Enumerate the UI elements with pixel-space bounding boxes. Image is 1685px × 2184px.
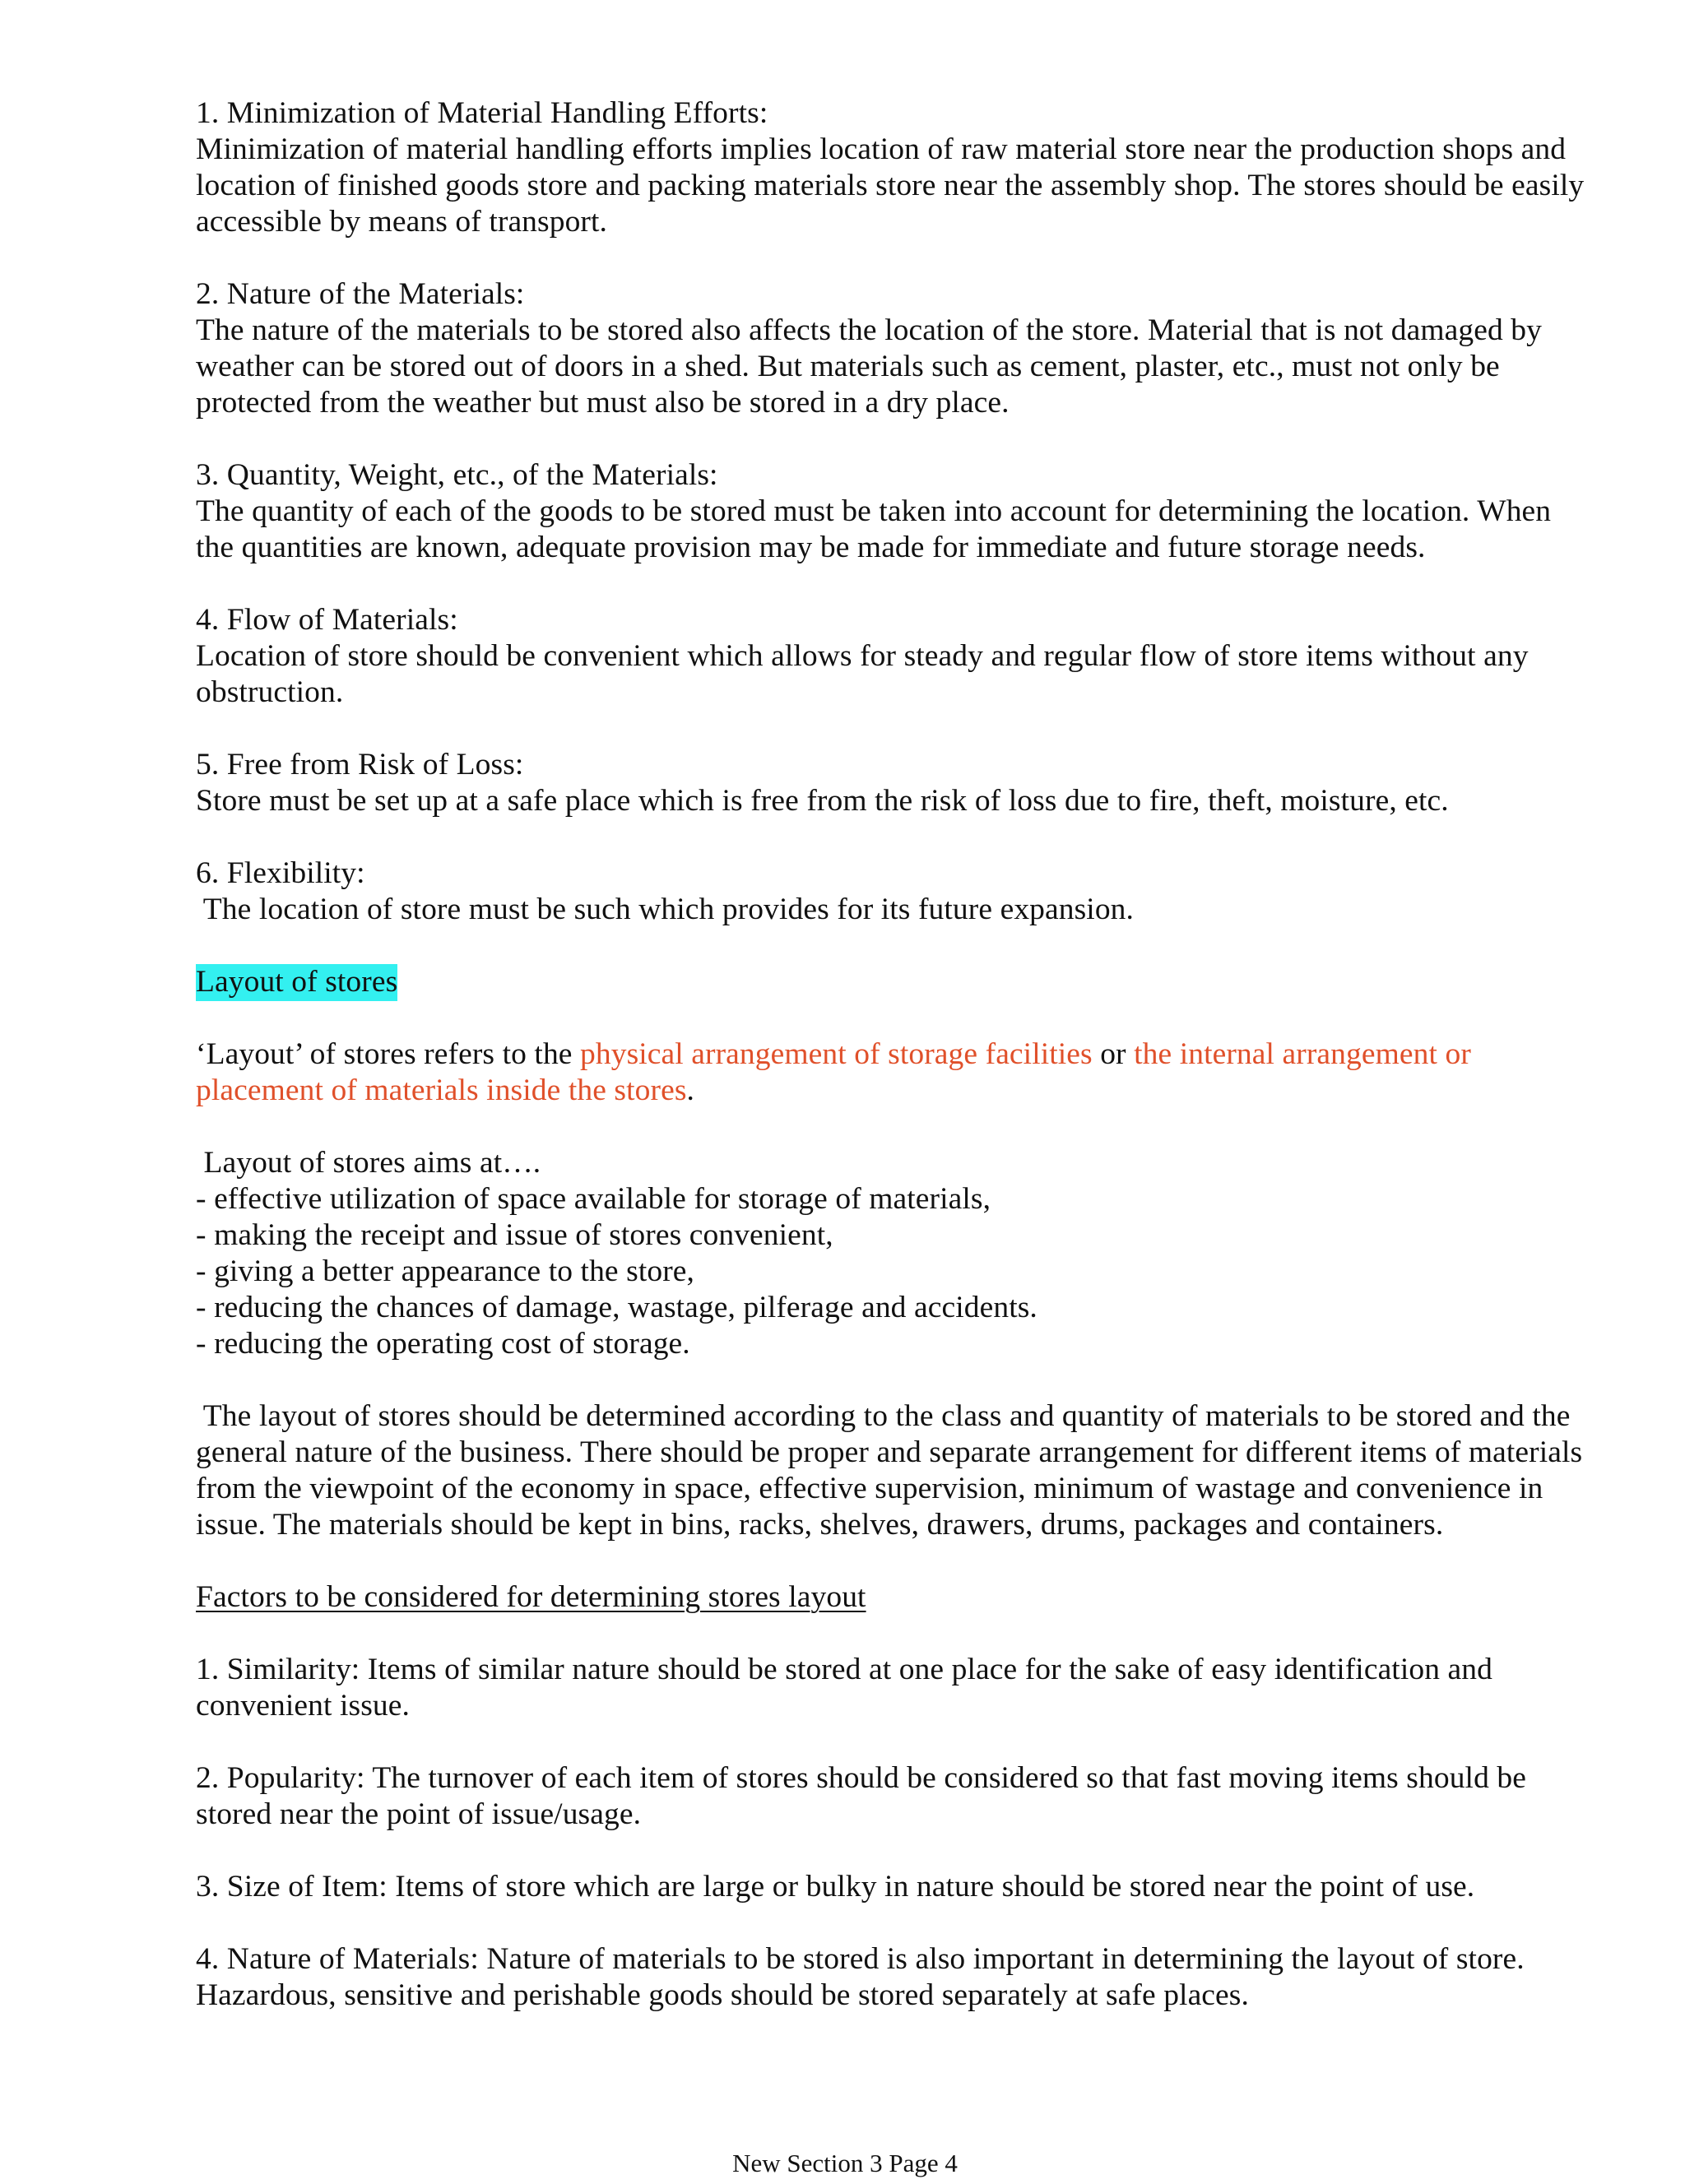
- section-heading: 1. Minimization of Material Handling Efforts:: [196, 96, 768, 130]
- location-factor-2: [196, 276, 1669, 421]
- aims-list-item: - effective utilization of space available for storage of materials,: [196, 1182, 991, 1216]
- layout-factor-4: [196, 1941, 1669, 2014]
- layout-heading: Layout of stores: [196, 964, 397, 1001]
- factors-heading: Factors to be considered for determining stores layout: [196, 1580, 866, 1614]
- section-text-line: Location of store should be convenient which allows for steady and regular flow of store items without any: [196, 639, 1529, 673]
- section-text-line: Store must be set up at a safe place which is free from the risk of loss due to fire, theft, moisture, etc.: [196, 784, 1449, 818]
- factor-text-line: Hazardous, sensitive and perishable goods should be stored separately at safe places.: [196, 1978, 1249, 2012]
- aims-list-item: - giving a better appearance to the store,: [196, 1254, 695, 1288]
- definition-highlight-red: placement of materials inside the stores: [196, 1073, 687, 1107]
- factor-text-line: 2. Popularity: The turnover of each item of stores should be considered so that fast moving items should be: [196, 1761, 1526, 1795]
- section-text-line: the quantities are known, adequate provision may be made for immediate and future storage needs.: [196, 531, 1426, 564]
- definition-text: ‘Layout’ of stores refers to the: [196, 1037, 581, 1071]
- section-text-line: protected from the weather but must also be stored in a dry place.: [196, 386, 1010, 420]
- layout-heading-block: [196, 964, 1669, 1000]
- definition-line-1: [196, 1036, 1669, 1073]
- layout-aims: [196, 1145, 1669, 1362]
- section-heading: 4. Flow of Materials:: [196, 603, 458, 637]
- factor-text-line: convenient issue.: [196, 1689, 410, 1723]
- page-footer: New Section 3 Page 4: [732, 2149, 958, 2177]
- definition-line-2: [196, 1073, 1669, 1109]
- section-text-line: Minimization of material handling efforts implies location of raw material store near the production shops and: [196, 132, 1567, 166]
- section-text-line: accessible by means of transport.: [196, 205, 608, 239]
- section-heading: 5. Free from Risk of Loss:: [196, 748, 524, 781]
- location-factor-6: [196, 856, 1669, 928]
- section-text-line: The location of store must be such which provides for its future expansion.: [196, 893, 1134, 926]
- layout-definition: [196, 1036, 1669, 1109]
- location-factor-1: [196, 95, 1669, 240]
- paragraph-line: issue. The materials should be kept in bins, racks, shelves, drawers, drums, packages and containers.: [196, 1508, 1444, 1542]
- definition-highlight-red: the internal arrangement or: [1134, 1037, 1471, 1071]
- definition-text: or: [1092, 1037, 1135, 1071]
- section-text-line: location of finished goods store and packing materials store near the assembly shop. The stores should be easily: [196, 169, 1585, 202]
- location-factor-4: [196, 602, 1669, 711]
- aims-list-item: - reducing the chances of damage, wastage, pilferage and accidents.: [196, 1291, 1037, 1324]
- factor-text-line: 3. Size of Item: Items of store which are large or bulky in nature should be stored near the point of use.: [196, 1870, 1475, 1903]
- paragraph-line: general nature of the business. There should be proper and separate arrangement for different items of materials: [196, 1435, 1583, 1469]
- factor-text-line: stored near the point of issue/usage.: [196, 1797, 642, 1831]
- section-text-line: weather can be stored out of doors in a shed. But materials such as cement, plaster, etc., must not only be: [196, 350, 1500, 383]
- page-content: [196, 95, 1669, 2014]
- location-factor-3: [196, 457, 1669, 566]
- factor-text-line: 4. Nature of Materials: Nature of materials to be stored is also important in determining the layout of store.: [196, 1942, 1525, 1976]
- layout-paragraph: [196, 1398, 1669, 1543]
- layout-factor-3: [196, 1869, 1669, 1905]
- aims-list-item: - making the receipt and issue of stores convenient,: [196, 1218, 833, 1252]
- layout-factor-1: [196, 1652, 1669, 1724]
- location-factor-5: [196, 747, 1669, 819]
- section-heading: 6. Flexibility:: [196, 856, 365, 890]
- definition-text: .: [686, 1073, 694, 1107]
- section-text-line: obstruction.: [196, 675, 344, 709]
- paragraph-line: from the viewpoint of the economy in space, effective supervision, minimum of wastage and convenience in: [196, 1472, 1543, 1505]
- aims-list-item: - reducing the operating cost of storage.: [196, 1327, 690, 1361]
- layout-factor-2: [196, 1760, 1669, 1833]
- factors-heading-block: [196, 1579, 1669, 1616]
- section-heading: 3. Quantity, Weight, etc., of the Materials:: [196, 458, 718, 492]
- section-text-line: The quantity of each of the goods to be stored must be taken into account for determining the location. When: [196, 494, 1552, 528]
- aims-intro: Layout of stores aims at….: [196, 1146, 541, 1180]
- factor-text-line: 1. Similarity: Items of similar nature should be stored at one place for the sake of easy identification and: [196, 1653, 1492, 1686]
- section-heading: 2. Nature of the Materials:: [196, 277, 525, 311]
- definition-highlight-red: physical arrangement of storage facilities: [580, 1037, 1093, 1071]
- section-text-line: The nature of the materials to be stored also affects the location of the store. Material that is not damaged by: [196, 313, 1543, 347]
- paragraph-line: The layout of stores should be determined according to the class and quantity of materials to be stored and the: [196, 1399, 1571, 1433]
